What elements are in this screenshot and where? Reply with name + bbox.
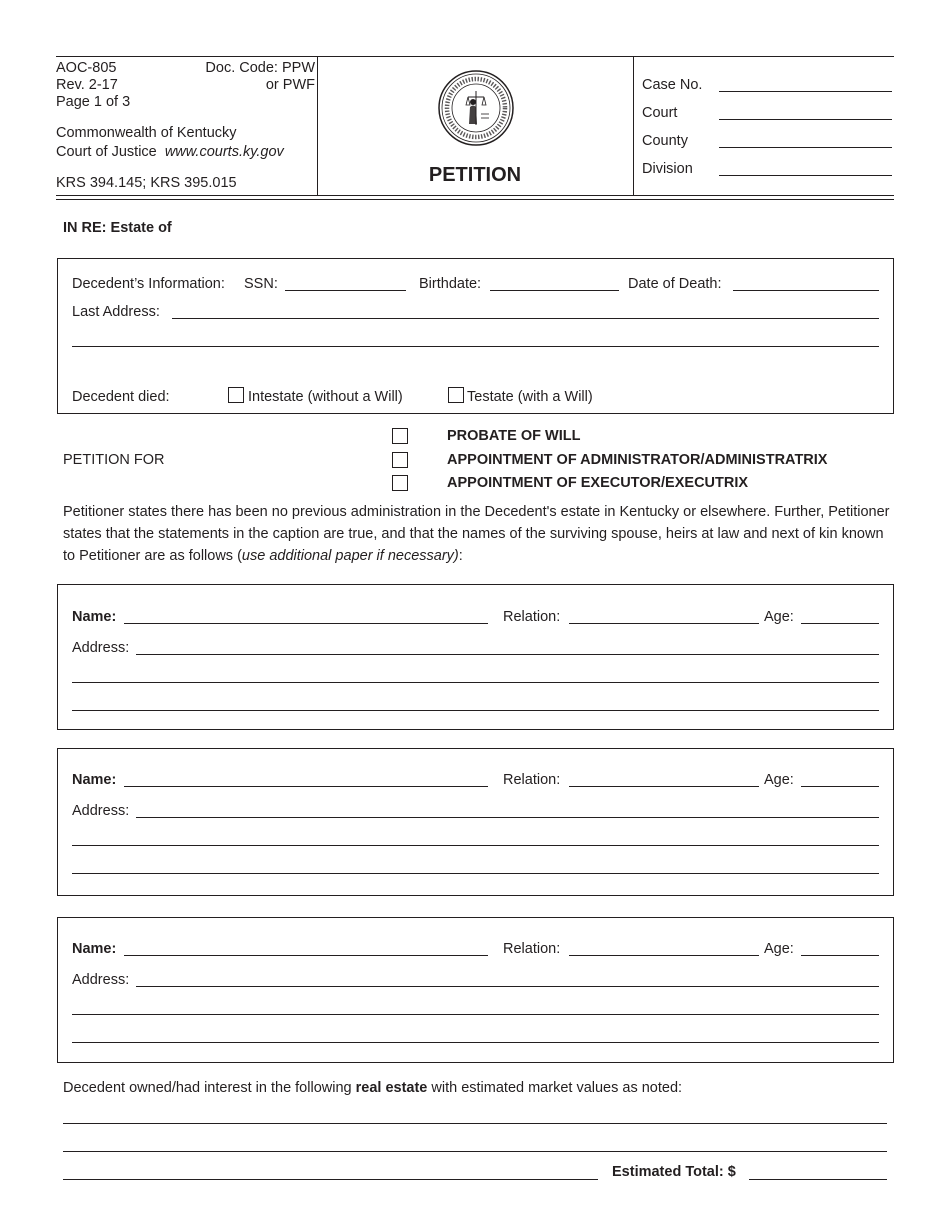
division-label: Division bbox=[642, 161, 693, 177]
estimated-total-label: Estimated Total: $ bbox=[612, 1164, 736, 1180]
date-of-death-label: Date of Death: bbox=[628, 276, 722, 292]
testate-checkbox[interactable] bbox=[448, 387, 464, 403]
court-name: Court of Justice bbox=[56, 144, 157, 160]
heir-1-name-label: Name: bbox=[72, 609, 117, 625]
court-field[interactable] bbox=[719, 119, 892, 120]
heir-3-address-label: Address: bbox=[72, 972, 130, 988]
decedent-died-label: Decedent died: bbox=[72, 389, 170, 405]
heir-1-address-field-2[interactable] bbox=[72, 682, 879, 683]
page-title: PETITION bbox=[428, 164, 522, 186]
jurisdiction: Commonwealth of Kentucky bbox=[56, 125, 237, 141]
statement-italic: use additional paper if necessary) bbox=[241, 548, 459, 564]
real-estate-field-3[interactable] bbox=[63, 1179, 598, 1180]
heir-1-address-label: Address: bbox=[72, 640, 130, 656]
heir-1-age-label: Age: bbox=[764, 609, 794, 625]
revision: Rev. 2-17 bbox=[56, 77, 118, 93]
county-field[interactable] bbox=[719, 147, 892, 148]
heir-3-relation-field[interactable] bbox=[569, 955, 759, 956]
statement-end: : bbox=[458, 548, 463, 564]
heir-2-age-field[interactable] bbox=[801, 786, 879, 787]
heir-2-address-field-3[interactable] bbox=[72, 873, 879, 874]
appointment-executor-label: APPOINTMENT OF EXECUTOR/EXECUTRIX bbox=[447, 475, 749, 491]
heir-3-age-label: Age: bbox=[764, 941, 794, 957]
heir-1-address-field[interactable] bbox=[136, 654, 879, 655]
header-divider-right bbox=[633, 56, 634, 196]
real-estate-text-after: with estimated market values as noted: bbox=[427, 1080, 683, 1096]
heir-3-address-field-3[interactable] bbox=[72, 1042, 879, 1043]
header-bottom-rule bbox=[56, 195, 894, 196]
real-estate-field-2[interactable] bbox=[63, 1151, 887, 1152]
page-number: Page 1 of 3 bbox=[56, 94, 131, 110]
petitioner-statement bbox=[63, 501, 893, 567]
appointment-executor-checkbox[interactable] bbox=[392, 475, 408, 491]
division-field[interactable] bbox=[719, 175, 892, 176]
heir-3-address-field[interactable] bbox=[136, 986, 879, 987]
intestate-label: Intestate (without a Will) bbox=[248, 389, 403, 405]
heir-2-address-field[interactable] bbox=[136, 817, 879, 818]
probate-of-will-checkbox[interactable] bbox=[392, 428, 408, 444]
doc-code-line1: Doc. Code: PPW bbox=[205, 60, 315, 76]
case-no-field[interactable] bbox=[719, 91, 892, 92]
court-line bbox=[56, 144, 284, 160]
ssn-field[interactable] bbox=[285, 290, 406, 291]
appointment-administrator-label: APPOINTMENT OF ADMINISTRATOR/ADMINISTRATRIX bbox=[447, 452, 828, 468]
statutes: KRS 394.145; KRS 395.015 bbox=[56, 175, 237, 191]
heir-3-age-field[interactable] bbox=[801, 955, 879, 956]
last-address-label: Last Address: bbox=[72, 304, 160, 320]
ssn-label: SSN: bbox=[244, 276, 278, 292]
website-link[interactable]: www.courts.ky.gov bbox=[164, 144, 284, 160]
heir-2-relation-field[interactable] bbox=[569, 786, 759, 787]
heir-1-relation-label: Relation: bbox=[503, 609, 561, 625]
birthdate-label: Birthdate: bbox=[419, 276, 482, 292]
real-estate-statement bbox=[63, 1080, 682, 1096]
date-of-death-field[interactable] bbox=[733, 290, 879, 291]
last-address-field[interactable] bbox=[172, 318, 879, 319]
heir-1-age-field[interactable] bbox=[801, 623, 879, 624]
heir-2-age-label: Age: bbox=[764, 772, 794, 788]
heir-1-relation-field[interactable] bbox=[569, 623, 759, 624]
heir-1-address-field-3[interactable] bbox=[72, 710, 879, 711]
heir-2-address-field-2[interactable] bbox=[72, 845, 879, 846]
header-bottom-rule-double bbox=[56, 199, 894, 200]
court-of-justice-seal-icon bbox=[437, 69, 515, 147]
decedent-info-label: Decedent’s Information: bbox=[72, 276, 225, 292]
real-estate-text-bold: real estate bbox=[355, 1080, 428, 1096]
in-re-label: IN RE: Estate of bbox=[63, 220, 172, 236]
statement-main: Petitioner states there has been no previous administration in the Decedent's estate in Kentucky or elsewhere. Further, Petitioner states that the statements in the caption are true, and that the names of the surviving spouse, heirs at law and next of kin known to Petitioner are as follows ( bbox=[63, 504, 890, 564]
heir-2-name-field[interactable] bbox=[124, 786, 488, 787]
court-label: Court bbox=[642, 105, 678, 121]
heir-3-address-field-2[interactable] bbox=[72, 1014, 879, 1015]
petition-for-label: PETITION FOR bbox=[63, 452, 165, 468]
heir-2-address-label: Address: bbox=[72, 803, 130, 819]
heir-3-relation-label: Relation: bbox=[503, 941, 561, 957]
heir-2-relation-label: Relation: bbox=[503, 772, 561, 788]
heir-2-name-label: Name: bbox=[72, 772, 117, 788]
county-label: County bbox=[642, 133, 688, 149]
doc-code-line2: or PWF bbox=[265, 77, 315, 93]
form-number: AOC-805 bbox=[56, 60, 117, 76]
birthdate-field[interactable] bbox=[490, 290, 619, 291]
testate-label: Testate (with a Will) bbox=[467, 389, 593, 405]
real-estate-text-before: Decedent owned/had interest in the following bbox=[63, 1080, 356, 1096]
intestate-checkbox[interactable] bbox=[228, 387, 244, 403]
heir-3-name-field[interactable] bbox=[124, 955, 488, 956]
case-no-label: Case No. bbox=[642, 77, 703, 93]
probate-of-will-label: PROBATE OF WILL bbox=[447, 428, 581, 444]
last-address-field-2[interactable] bbox=[72, 346, 879, 347]
heir-box-1 bbox=[57, 584, 894, 730]
estimated-total-field[interactable] bbox=[749, 1179, 887, 1180]
real-estate-field-1[interactable] bbox=[63, 1123, 887, 1124]
appointment-administrator-checkbox[interactable] bbox=[392, 452, 408, 468]
heir-3-name-label: Name: bbox=[72, 941, 117, 957]
heir-1-name-field[interactable] bbox=[124, 623, 488, 624]
header-top-rule bbox=[56, 56, 894, 57]
